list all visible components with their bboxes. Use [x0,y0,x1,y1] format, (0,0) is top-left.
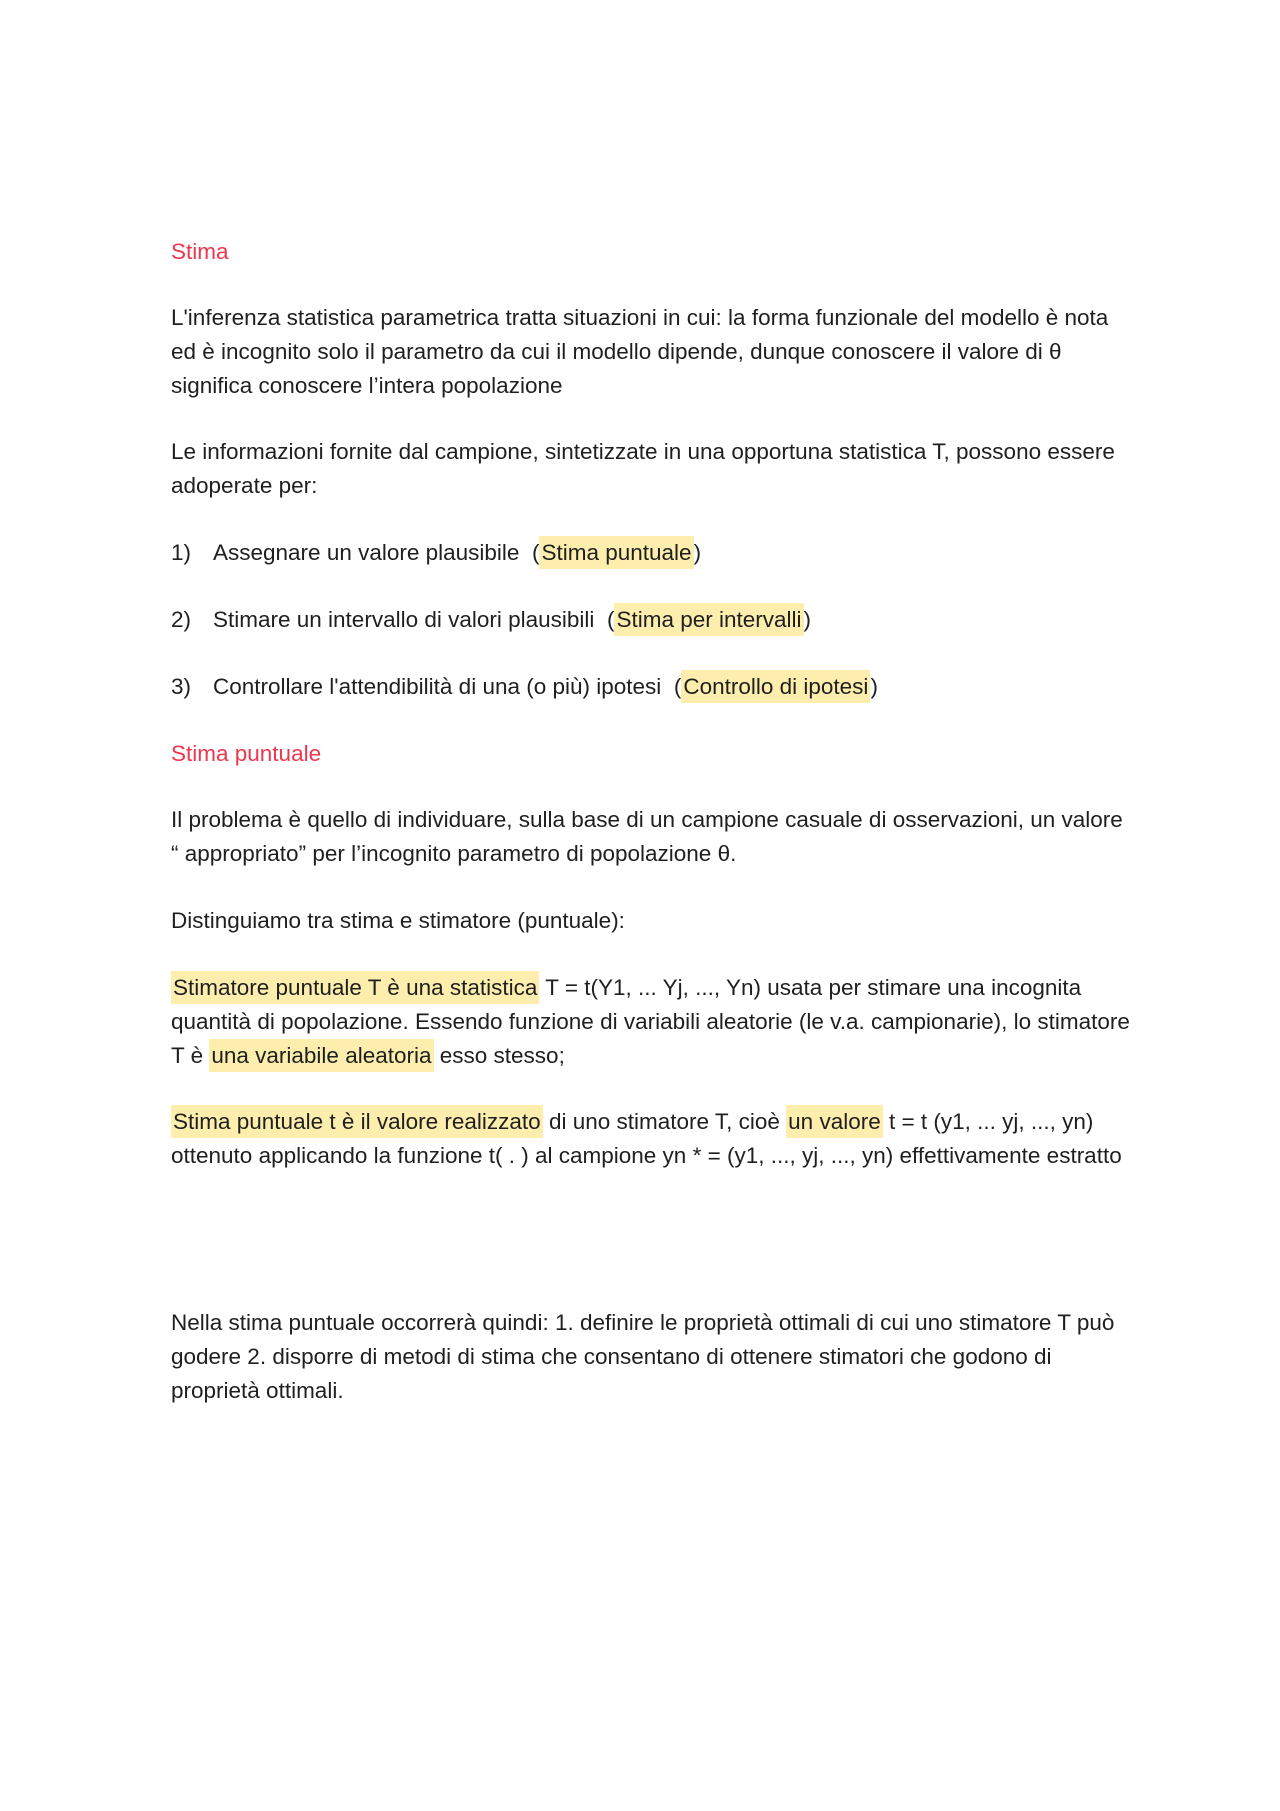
list-number: 3) [171,674,192,699]
stima-heading: Stima [171,239,229,264]
highlight-stima-puntuale: Stima puntuale [539,536,693,569]
highlight-stima-per-intervalli: Stima per intervalli [614,603,803,636]
problem-paragraph: Il problema è quello di individuare, sulla base di un campione casuale di osservazioni, un valore “ appropriato” per l’incognito parametro di popolazione θ. [171,807,1123,866]
list-text: Assegnare un valore plausibile [213,540,520,565]
stima-paragraph [171,1105,1131,1173]
list-close-paren: ) [693,540,702,565]
list-text: Stimare un intervallo di valori plausibili [213,607,595,632]
list-text: Controllare l'attendibilità di una (o più) ipotesi [213,674,662,699]
stima-puntuale-heading: Stima puntuale [171,741,322,766]
stimatore-text-1: T = t(Y1, ... Yj, ..., Yn) usata per stimare una incognita quantità di popolazione. Essendo funzione di variabili aleatorie (le v.a. campionarie), lo stimatore T è [171,975,1130,1068]
list-item-1 [171,536,701,570]
info-paragraph: Le informazioni fornite dal campione, sintetizzate in una opportuna statistica T, possono essere adoperate per: [171,439,1115,498]
stima-text-1: di uno stimatore T, cioè [542,1109,787,1134]
list-open-paren: ( [673,674,682,699]
stima-text-2: t = t (y1, ... yj, ..., yn) ottenuto applicando la funzione t( . ) al campione yn * = (y1, ..., yj, ..., yn) effettivamente estratto [171,1109,1122,1168]
stimatore-paragraph [171,971,1131,1073]
list-close-paren: ) [870,674,878,699]
conclusion-paragraph: Nella stima puntuale occorrerà quindi: 1. definire le proprietà ottimali di cui uno stimatore T può godere 2. disporre di metodi di stima che consentano di ottenere stimatori che godono di proprietà ottimali. [171,1310,1115,1403]
list-open-paren: ( [531,540,540,565]
list-item-3 [171,670,878,704]
highlight-stimatore-puntuale: Stimatore puntuale T è una statistica [171,971,539,1004]
highlight-un-valore: un valore [786,1105,883,1138]
list-close-paren: ) [803,607,812,632]
list-open-paren: ( [606,607,615,632]
intro-paragraph: L'inferenza statistica parametrica tratta situazioni in cui: la forma funzionale del modello è nota ed è incognito solo il parametro da cui il modello dipende, dunque conoscere il valore di θ significa conoscere l’intera popolazione [171,305,1109,398]
highlight-stima-puntuale-valore: Stima puntuale t è il valore realizzato [171,1105,543,1138]
distinguish-paragraph: Distinguiamo tra stima e stimatore (puntuale): [171,908,625,933]
stimatore-text-2: esso stesso; [433,1043,565,1068]
list-number: 2) [171,607,192,632]
highlight-controllo-di-ipotesi: Controllo di ipotesi [681,670,870,703]
list-item-2 [171,603,811,637]
highlight-variabile-aleatoria: una variabile aleatoria [209,1039,433,1072]
list-number: 1) [171,540,192,565]
